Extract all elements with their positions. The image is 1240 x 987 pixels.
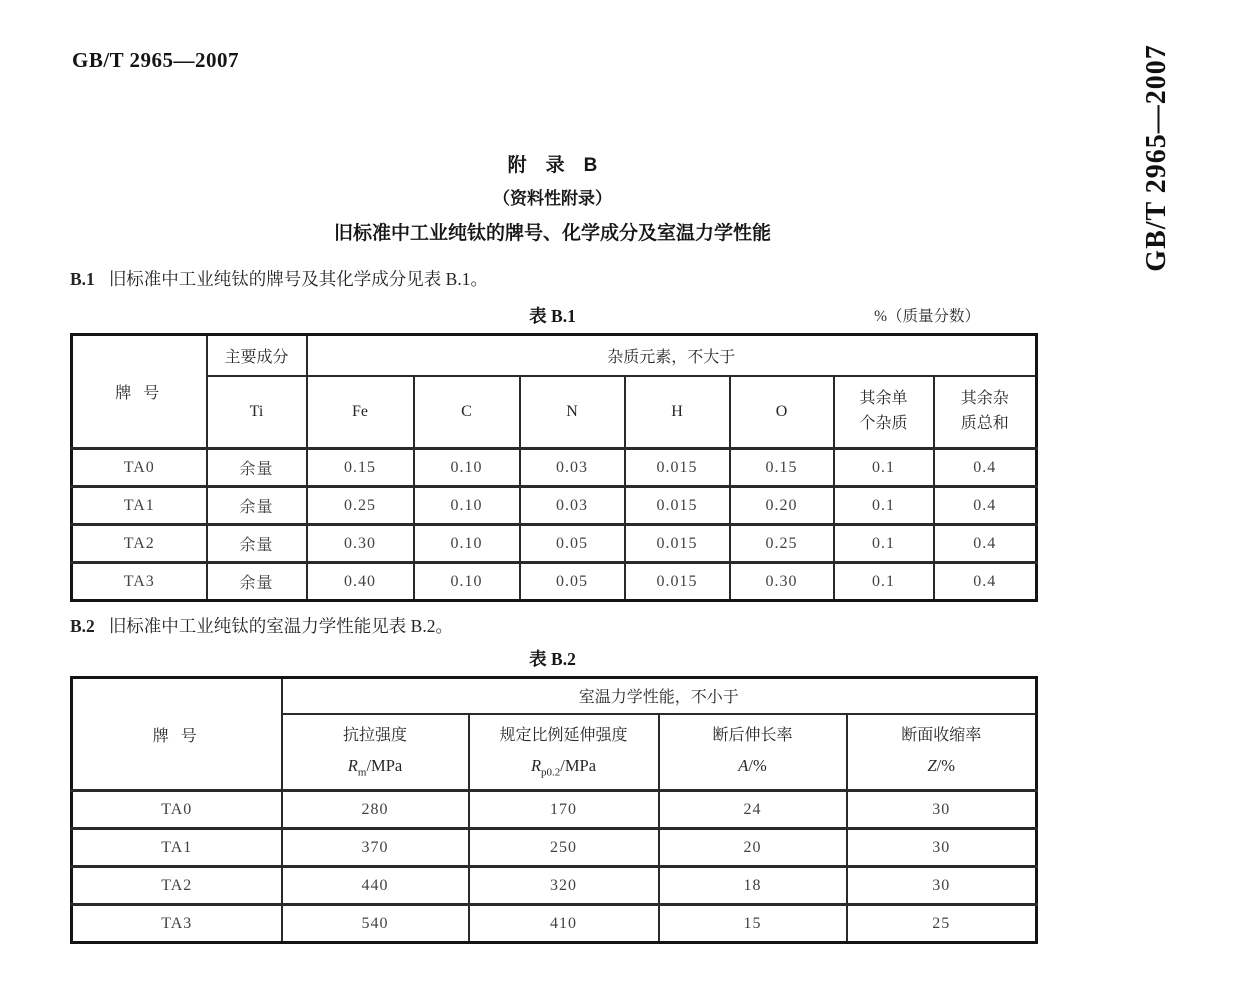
value-cell: 0.03 [520, 449, 625, 487]
table-b2-mechanical-properties [70, 676, 1038, 944]
value-cell: 0.015 [625, 563, 730, 601]
value-cell: 0.1 [834, 449, 934, 487]
value-cell: 0.015 [625, 525, 730, 563]
value-cell: 余量 [207, 525, 307, 563]
reduction-of-area-label: 断面收缩率 [901, 727, 982, 744]
value-cell: 18 [659, 867, 847, 905]
col-header-other-single-line1: 其余单 [859, 389, 908, 407]
value-cell: 0.10 [414, 563, 520, 601]
value-cell: 250 [469, 829, 659, 867]
value-cell: 0.1 [834, 487, 934, 525]
col-header-other-total-line2: 质总和 [960, 414, 1009, 432]
col-header-elongation [659, 714, 847, 791]
appendix-title: 附 录 B [507, 155, 598, 176]
section-b2-text: 旧标准中工业纯钛的室温力学性能见表 B.2。 [108, 616, 453, 636]
value-cell: 0.4 [934, 487, 1037, 525]
col-header-proof-strength [469, 714, 659, 791]
value-cell: 余量 [207, 449, 307, 487]
elongation-label: 断后伸长率 [712, 727, 793, 744]
appendix-subtitle: （资料性附录） [493, 189, 612, 208]
col-header-fe: Fe [307, 376, 414, 449]
table-row [72, 563, 1037, 601]
value-cell: 25 [847, 905, 1037, 943]
section-b2-label: B.2 [70, 616, 95, 636]
table-b2-caption: 表 B.2 [529, 649, 576, 669]
appendix-heading: 旧标准中工业纯钛的牌号、化学成分及室温力学性能 [333, 223, 771, 244]
table-b1-wrapper [70, 333, 1035, 600]
col-header-main-component: 主要成分 [207, 335, 307, 376]
value-cell: 30 [847, 867, 1037, 905]
col-header-properties-group: 室温力学性能，不小于 [282, 678, 1037, 714]
value-cell: 440 [282, 867, 469, 905]
value-cell: 余量 [207, 487, 307, 525]
value-cell: 0.30 [730, 563, 834, 601]
value-cell: 0.05 [520, 563, 625, 601]
table-b2-wrapper [70, 676, 1035, 942]
spine-document-number: GB/T 2965—2007 [1141, 44, 1172, 272]
col-header-c: C [414, 376, 520, 449]
grade-cell: TA2 [72, 867, 282, 905]
col-header-other-total-line1: 其余杂 [960, 389, 1009, 407]
value-cell: 370 [282, 829, 469, 867]
value-cell: 30 [847, 829, 1037, 867]
value-cell: 0.05 [520, 525, 625, 563]
value-cell: 0.015 [625, 487, 730, 525]
grade-cell: TA3 [72, 905, 282, 943]
grade-cell: TA3 [72, 563, 207, 601]
section-b1-label: B.1 [70, 269, 95, 289]
table-b1-caption-row [70, 303, 1035, 327]
table-b1-chemical-composition [70, 333, 1038, 602]
section-b1-paragraph [70, 266, 1035, 291]
table-row [72, 525, 1037, 563]
col-header-grade: 牌 号 [72, 678, 282, 791]
value-cell: 0.4 [934, 449, 1037, 487]
value-cell: 15 [659, 905, 847, 943]
value-cell: 30 [847, 791, 1037, 829]
value-cell: 410 [469, 905, 659, 943]
value-cell: 0.40 [307, 563, 414, 601]
table-row [72, 867, 1037, 905]
grade-cell: TA2 [72, 525, 207, 563]
tensile-strength-symbol: $R_m$/MPa [347, 756, 403, 779]
value-cell: 0.4 [934, 563, 1037, 601]
proof-strength-symbol: $R_{p0.2}$/MPa [530, 756, 597, 779]
value-cell: 0.4 [934, 525, 1037, 563]
value-cell: 0.10 [414, 487, 520, 525]
col-header-other-single-impurity [834, 376, 934, 449]
reduction-of-area-symbol: Z/% [927, 756, 956, 775]
elongation-symbol: A/% [738, 756, 767, 775]
table-row [72, 449, 1037, 487]
col-header-h: H [625, 376, 730, 449]
col-header-other-total-impurity [934, 376, 1037, 449]
table-b1-caption: 表 B.1 [529, 306, 576, 326]
value-cell: 0.1 [834, 563, 934, 601]
table-b1-unit-note: %（质量分数） [874, 308, 980, 325]
grade-cell: TA1 [72, 829, 282, 867]
value-cell: 0.10 [414, 525, 520, 563]
value-cell: 0.015 [625, 449, 730, 487]
col-header-n: N [520, 376, 625, 449]
value-cell: 0.20 [730, 487, 834, 525]
col-header-reduction-of-area [847, 714, 1037, 791]
grade-cell: TA0 [72, 449, 207, 487]
value-cell: 0.25 [730, 525, 834, 563]
proof-strength-label: 规定比例延伸强度 [499, 727, 628, 744]
col-header-impurities-group: 杂质元素，不大于 [307, 335, 1037, 376]
col-header-o: O [730, 376, 834, 449]
value-cell: 540 [282, 905, 469, 943]
tensile-strength-label: 抗拉强度 [342, 727, 407, 744]
value-cell: 20 [659, 829, 847, 867]
document-number: GB/T 2965—2007 [72, 48, 240, 72]
value-cell: 0.03 [520, 487, 625, 525]
table-row [72, 791, 1037, 829]
grade-cell: TA1 [72, 487, 207, 525]
table-row [72, 905, 1037, 943]
value-cell: 0.10 [414, 449, 520, 487]
value-cell: 0.25 [307, 487, 414, 525]
col-header-other-single-line2: 个杂质 [859, 414, 908, 432]
value-cell: 余量 [207, 563, 307, 601]
value-cell: 0.30 [307, 525, 414, 563]
value-cell: 0.1 [834, 525, 934, 563]
col-header-tensile-strength [282, 714, 469, 791]
section-b1-text: 旧标准中工业纯钛的牌号及其化学成分见表 B.1。 [108, 269, 488, 289]
value-cell: 170 [469, 791, 659, 829]
col-header-grade: 牌 号 [72, 335, 207, 449]
value-cell: 320 [469, 867, 659, 905]
section-b2-paragraph [70, 613, 1035, 638]
table-b2-caption-row [70, 646, 1035, 670]
value-cell: 0.15 [730, 449, 834, 487]
value-cell: 0.15 [307, 449, 414, 487]
table-row [72, 829, 1037, 867]
table-row [72, 487, 1037, 525]
value-cell: 280 [282, 791, 469, 829]
col-header-ti: Ti [207, 376, 307, 449]
value-cell: 24 [659, 791, 847, 829]
grade-cell: TA0 [72, 791, 282, 829]
